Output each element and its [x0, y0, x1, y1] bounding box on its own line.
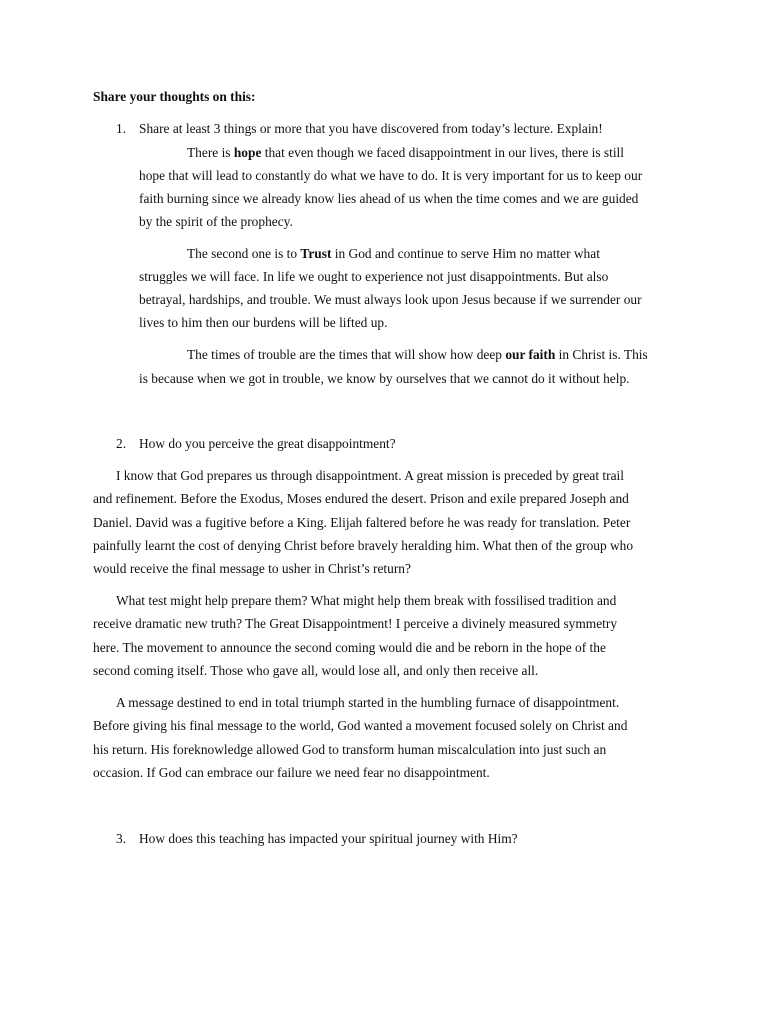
- answer-2-para-1-line-2: and refinement. Before the Exodus, Moses endured the desert. Prison and exile prepared Joseph and: [93, 491, 629, 506]
- text-run: in God and continue to serve Him no matter what: [331, 246, 600, 261]
- answer-2-para-3-line-2: Before giving his final message to the world, God wanted a movement focused solely on Christ and: [93, 718, 628, 733]
- answer-1-para-2-line-4: lives to him then our burdens will be lifted up.: [139, 315, 388, 330]
- answer-1-para-2-line-3: betrayal, hardships, and trouble. We must always look upon Jesus because if we surrender our: [139, 292, 642, 307]
- answer-1-para-1-line-1: [187, 145, 624, 161]
- answer-1-para-3-line-1: [187, 347, 648, 363]
- answer-1-para-3-line-2: is because when we got in trouble, we know by ourselves that we cannot do it without help.: [139, 371, 630, 386]
- question-1-number: 1.: [116, 121, 127, 136]
- answer-2-para-2-line-1: What test might help prepare them? What might help them break with fossilised tradition and: [116, 593, 617, 608]
- answer-2-para-3-line-3: his return. His foreknowledge allowed God to transform human miscalculation into just such an: [93, 742, 607, 757]
- bold-run: hope: [233, 145, 262, 160]
- answer-1-para-1-line-2: hope that will lead to constantly do what we have to do. It is very important for us to keep our: [139, 168, 643, 183]
- answer-2-para-2-line-2: receive dramatic new truth? The Great Disappointment! I perceive a divinely measured symmetry: [93, 616, 618, 631]
- text-run: There is: [187, 145, 234, 160]
- document-heading: Share your thoughts on this:: [93, 89, 256, 104]
- question-1-text: Share at least 3 things or more that you have discovered from today’s lecture. Explain!: [139, 121, 603, 136]
- bold-run: our faith: [505, 347, 556, 362]
- answer-1-para-2-line-2: struggles we will face. In life we ought to experience not just disappointments. But also: [139, 269, 609, 284]
- answer-2-para-2-line-4: second coming itself. Those who gave all, would lose all, and only then receive all.: [93, 663, 539, 678]
- answer-1-para-2-line-1: [187, 246, 600, 262]
- bold-run: Trust: [300, 246, 332, 261]
- text-run: in Christ is. This: [555, 347, 648, 362]
- text-run: The second one is to: [187, 246, 301, 261]
- answer-2-para-3-line-1: A message destined to end in total triumph started in the humbling furnace of disappointment.: [116, 695, 620, 710]
- answer-2-para-2-line-3: here. The movement to announce the second coming would die and be reborn in the hope of the: [93, 640, 606, 655]
- question-2-number: 2.: [116, 436, 127, 451]
- answer-2-para-1-line-5: would receive the final message to usher in Christ’s return?: [93, 561, 411, 576]
- answer-2-para-1-line-1: I know that God prepares us through disappointment. A great mission is preceded by great trail: [116, 468, 624, 483]
- answer-2-para-3-line-4: occasion. If God can embrace our failure we need fear no disappointment.: [93, 765, 490, 780]
- answer-2-para-1-line-3: Daniel. David was a fugitive before a King. Elijah faltered before he was ready for translation. Peter: [93, 515, 631, 530]
- text-run: The times of trouble are the times that will show how deep: [187, 347, 506, 362]
- question-2-text: How do you perceive the great disappointment?: [139, 436, 396, 451]
- answer-1-para-1-line-4: by the spirit of the prophecy.: [139, 214, 293, 229]
- question-3-number: 3.: [116, 831, 127, 846]
- answer-1-para-1-line-3: faith burning since we already know lies ahead of us when the time comes and we are guided: [139, 191, 639, 206]
- text-run: that even though we faced disappointment in our lives, there is still: [261, 145, 624, 160]
- answer-2-para-1-line-4: painfully learnt the cost of denying Christ before bravely heralding him. What then of the group who: [93, 538, 634, 553]
- question-3-text: How does this teaching has impacted your spiritual journey with Him?: [139, 831, 518, 846]
